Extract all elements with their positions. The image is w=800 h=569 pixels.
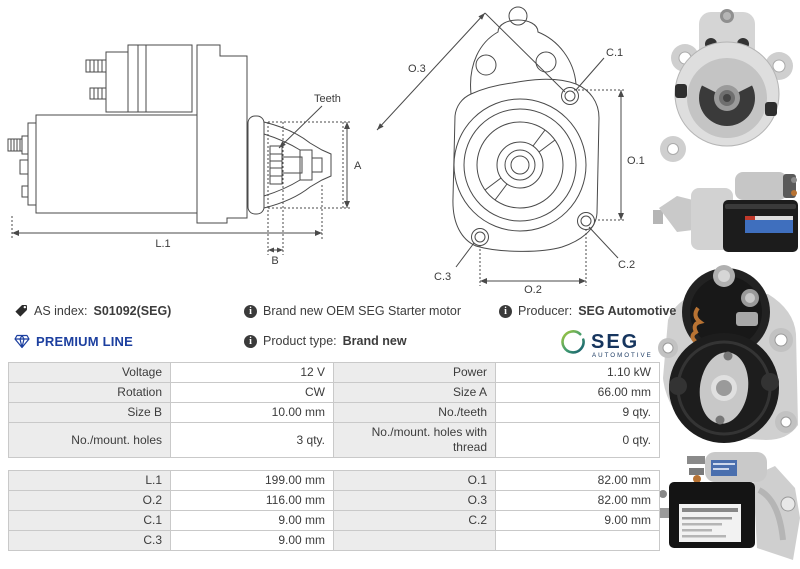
spec-label-cell: Size A (334, 383, 496, 403)
spec-label-cell (334, 531, 496, 551)
spec-label-cell: Rotation (9, 383, 171, 403)
product-photo-front[interactable] (653, 6, 800, 169)
dim-label-c3: C.3 (434, 271, 452, 283)
description-text: Brand new OEM SEG Starter motor (263, 304, 461, 318)
spec-label-cell: C.1 (9, 511, 171, 531)
spec-value-cell: 1.10 kW (496, 363, 660, 383)
spec-value-cell: 9.00 mm (496, 511, 660, 531)
premium-line-label: PREMIUM LINE (36, 334, 134, 349)
product-photo-side[interactable] (653, 166, 800, 263)
spec-value-cell: 3 qty. (171, 423, 334, 458)
spec-value-cell: 82.00 mm (496, 471, 660, 491)
spec-value-cell: 9.00 mm (171, 511, 334, 531)
table-row (9, 471, 660, 491)
spec-label-cell: Power (334, 363, 496, 383)
spec-label-cell: C.3 (9, 531, 171, 551)
table-row (9, 531, 660, 551)
producer-value: SEG Automotive (578, 304, 677, 318)
diamond-icon (14, 334, 30, 349)
producer-label: Producer: (518, 304, 573, 318)
table-row (9, 423, 660, 458)
spec-label-cell: C.2 (334, 511, 496, 531)
info-circle-icon[interactable] (499, 305, 512, 318)
specs-table-dimensions (8, 470, 660, 551)
spec-label-cell: O.3 (334, 491, 496, 511)
spec-value-cell: 199.00 mm (171, 471, 334, 491)
table-row (9, 511, 660, 531)
tag-icon (14, 304, 28, 318)
spec-value-cell (496, 531, 660, 551)
spec-label-cell: No./mount. holes with thread (334, 423, 496, 458)
dim-label-c1: C.1 (606, 47, 624, 59)
producer (499, 304, 676, 318)
spec-label-cell: L.1 (9, 471, 171, 491)
table-row (9, 363, 660, 383)
spec-value-cell: 10.00 mm (171, 403, 334, 423)
seg-logo-subtext: AUTOMOTIVE (592, 352, 653, 359)
spec-label-cell: No./teeth (334, 403, 496, 423)
spec-value-cell: 12 V (171, 363, 334, 383)
table-row (9, 491, 660, 511)
seg-automotive-logo (560, 325, 656, 361)
dim-label-c2: C.2 (618, 259, 636, 271)
table-row (9, 403, 660, 423)
info-circle-icon[interactable] (244, 335, 257, 348)
spec-value-cell: 9.00 mm (171, 531, 334, 551)
seg-logo-arc-icon (563, 331, 584, 352)
premium-line-badge[interactable] (14, 334, 133, 349)
spec-label-cell: O.2 (9, 491, 171, 511)
product-photo-side-2[interactable] (653, 448, 800, 569)
dim-label-l1: L.1 (155, 238, 171, 250)
spec-value-cell: CW (171, 383, 334, 403)
dim-label-o2: O.2 (524, 284, 542, 295)
as-index-label: AS index: (34, 304, 88, 318)
spec-label-cell: O.1 (334, 471, 496, 491)
teeth-label: Teeth (314, 93, 341, 105)
product-photo-rear[interactable] (648, 260, 800, 451)
spec-value-cell: 9 qty. (496, 403, 660, 423)
dim-label-o1: O.1 (627, 155, 645, 167)
product-type (244, 334, 407, 348)
spec-value-cell: 66.00 mm (496, 383, 660, 403)
spec-value-cell: 82.00 mm (496, 491, 660, 511)
spec-value-cell: 116.00 mm (171, 491, 334, 511)
dim-label-b: B (271, 255, 279, 267)
dim-label-a: A (354, 160, 362, 172)
product-type-value: Brand new (342, 334, 407, 348)
as-index (14, 304, 171, 318)
spec-label-cell: No./mount. holes (9, 423, 171, 458)
table-row (9, 383, 660, 403)
seg-logo-text: SEG (591, 331, 640, 353)
info-circle-icon[interactable] (244, 305, 257, 318)
spec-label-cell: Size B (9, 403, 171, 423)
as-index-value: S01092(SEG) (93, 304, 172, 318)
product-description (244, 304, 461, 318)
product-type-label: Product type: (263, 334, 337, 348)
specs-table-main (8, 362, 660, 458)
spec-label-cell: Voltage (9, 363, 171, 383)
spec-value-cell: 0 qty. (496, 423, 660, 458)
front-view-diagram (368, 0, 658, 295)
dim-label-o3: O.3 (408, 63, 426, 75)
side-view-diagram (0, 0, 365, 295)
